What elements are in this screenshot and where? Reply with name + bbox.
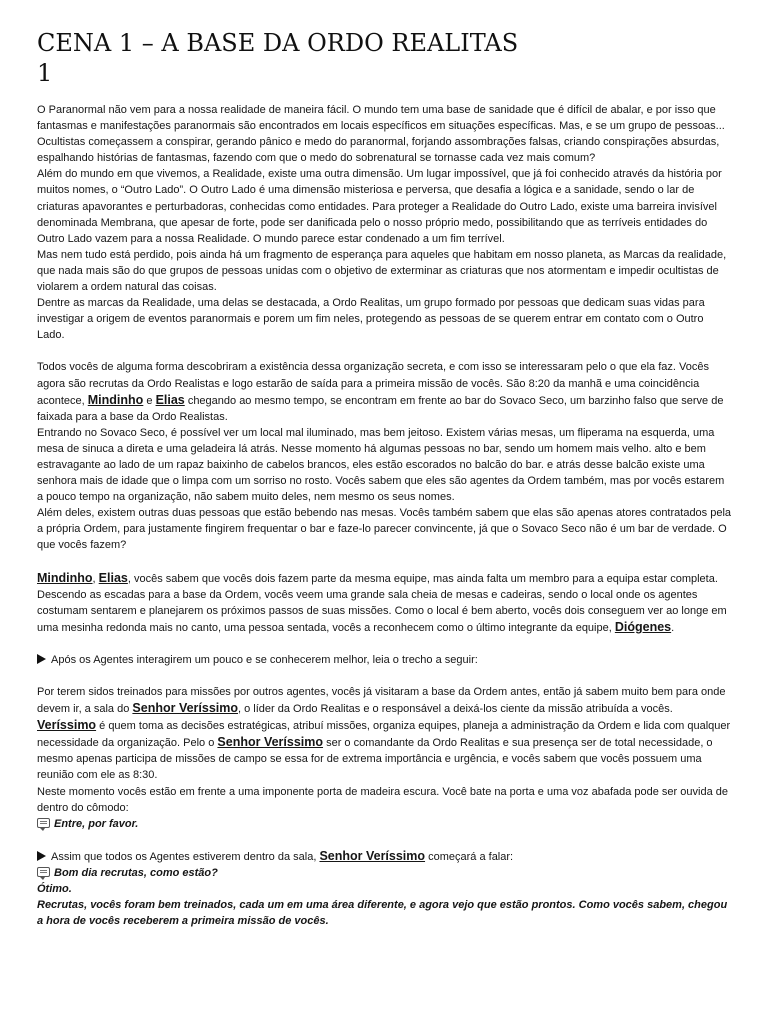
spacer — [37, 343, 732, 359]
paragraph-marks: Mas nem tudo está perdido, pois ainda há um fragmento de esperança para aqueles que habitam em nosso planeta, as Marcas da realidade, que nada mais são do que grupos de pessoas unidas com o objetivo de exterminar as criaturas que nos atormentam e impedir ocultistas de violarem a ordem natural das coisas. — [37, 248, 727, 294]
spacer — [37, 636, 732, 652]
character-name-verissimo: Senhor Veríssimo — [319, 848, 426, 863]
text-segment: . — [671, 621, 675, 634]
text-segment: , o líder da Ordo Realitas e o responsável a deixá-los ciente da missão atribuída a vocês. — [238, 703, 673, 716]
text-segment: , vocês sabem que vocês dois fazem parte da mesma equipe, mas ainda falta um membro para a equipa estar completa. Descendo as escadas para a base da Ordem, vocês veem uma grande sala cheia de mesas e cadeiras, sendo o local onde os agentes costumam sentarem e planejarem os próximos passos de suas missões. Como o local é bem aberto, vocês dois conseguem ver ao longe em uma mesinha redonda mais no canto, uma pessoa sentada, vocês a reconhecem como o último integrante da equipe, — [37, 572, 727, 634]
instruction-after-interaction — [37, 652, 732, 668]
instruction-all-inside — [37, 848, 732, 865]
paragraph-ordo-realitas: Dentre as marcas da Realidade, uma delas se destacada, a Ordo Realitas, um grupo formado por pessoas que dedicam suas vidas para investigar a origem de eventos paranormais e porem um fim neles, protegendo as pessoas de se querem entrar em contato com o Outro Lado. — [37, 297, 705, 342]
paragraph-intro: O Paranormal não vem para a nossa realidade de maneira fácil. O mundo tem uma base de sanidade que é difícil de abalar, e por isso que fantasmas e manifestações paranormais são encontrados em locais específicos em situações específicas. Mas, e se um grupo de pessoas... Ocultistas começassem a conspirar, gerando pânico e medo do paranormal, forjando assombrações falsas, criando conspirações absurdas, espalhando histórias de fantasmas, fazendo com que o medo do sobrenatural se tornasse cada vez mais comum? — [37, 104, 725, 165]
character-name-verissimo: Senhor Veríssimo — [132, 701, 239, 716]
character-name-mindinho: Mindinho — [87, 392, 144, 407]
text-segment: chegando ao mesmo tempo, se encontram em frente ao bar do Sovaco Seco, um barzinho falso que serve de faixada para a base da Ordo Realistas. — [37, 394, 724, 423]
paragraph-verissimo — [37, 684, 732, 784]
text-segment: é quem toma as decisões estratégicas, atribuí missões, organiza equipes, planeja a administração da Ordem e lida com qualquer necessidade da organização. Pelo o — [37, 720, 731, 750]
title-line: CENA 1 – A BASE DA ORDO REALITAS — [37, 29, 519, 57]
speech-bubble-icon — [37, 867, 50, 877]
dialogue-line: Ótimo. — [37, 883, 72, 896]
spacer — [37, 832, 732, 848]
spacer — [37, 668, 732, 684]
paragraph-team — [37, 570, 732, 636]
text-segment: ser o comandante da Ordo Realitas e sua presença ser de total necessidade, o mesmo apenas participa de missões de campo se essa for de extrema importância e urgência, e vocês sabem que vocês possuem uma reunião com ele as 8:30. — [37, 737, 713, 782]
text-segment: Assim que todos os Agentes estiverem dentro da sala, — [51, 850, 317, 863]
spacer — [37, 554, 732, 570]
character-name-verissimo: Senhor Veríssimo — [217, 735, 324, 750]
paragraph-recruits — [37, 359, 732, 424]
dialogue-text: Entre, por favor. — [54, 817, 139, 830]
paragraph-other-side: Além do mundo em que vivemos, a Realidade, existe uma outra dimensão. Um lugar impossível, que já foi conhecido através da história por muitos nomes, o “Outro Lado”. O Outro Lado é uma dimensão misteriosa e perversa, que desafia a lógica e a sanidade, sendo o lar de criaturas apavorantes e perturbadoras, conhecidas como entidades. Para proteger a Realidade do Outro Lado, existe uma barreira invisível denominada Membrana, que apesar de forte, pode ser danificada pelo o nosso próprio medo, possibilitando que as terríveis entidades do Outro Lado vazem para a nossa Realidade. O mundo parece estar condenado a um fim terrível. — [37, 168, 722, 245]
text-segment: começará a falar: — [428, 850, 514, 863]
character-name-elias: Elias — [98, 570, 128, 585]
paragraph-bar: Entrando no Sovaco Seco, é possível ver um local mal iluminado, mas bem jeitoso. Existem várias mesas, um fliperama na esquerda, uma mesa de sinuca a direta e uma geladeira lá atrás. Nesse momento há algumas pessoas no bar, sendo um homem mais velho. alto e bem estravagante ao lado de um rapaz baixinho de cabelos brancos, eles estão escorados no balcão do bar. e atrás desse balcão existe uma senhora mais de idade que o limpa com um sorriso no rosto. Vocês sabem que eles são agentes da Ordem também, mas por vocês estarem a pouco tempo na organização, não sabem muito deles, nem mesmo os seus nomes. — [37, 426, 725, 504]
text-segment: Por terem sidos treinados para missões por outros agentes, vocês já visitaram a base da Ordem antes, então já sabem muito bem para onde devem ir, a sala do — [37, 686, 726, 716]
character-name-mindinho: Mindinho — [37, 570, 93, 585]
character-name-elias: Elias — [155, 392, 185, 407]
page-title — [37, 28, 732, 88]
paragraph-door: Neste momento vocês estão em frente a uma imponente porta de madeira escura. Você bate na porta e uma voz abafada pode ser ouvida de dentro do cômodo: — [37, 785, 728, 814]
text-segment: Após os Agentes interagirem um pouco e se conhecerem melhor, leia o trecho a seguir: — [51, 653, 478, 666]
document-body — [37, 102, 732, 929]
dialogue-line — [37, 865, 732, 881]
dialogue-line: Recrutas, vocês foram bem treinados, cada um em uma área diferente, e agora vejo que estão prontos. Como vocês sabem, chegou a hora de vocês receberem a primeira missão de vocês. — [37, 899, 728, 928]
speech-bubble-icon — [37, 818, 50, 828]
text-segment: Todos vocês de alguma forma descobriram a existência dessa organização secreta, e com isso se interessaram pelo o que ela faz. Vocês agora são recrutas da Ordo Realistas e logo estarão de saída para a primeira missão de vocês. São 8:20 da manhã e uma coincidência acontece, — [37, 361, 709, 407]
text-segment: , — [92, 572, 96, 585]
title-number: 1 — [37, 59, 53, 87]
dialogue-line — [37, 816, 732, 832]
paragraph-actors: Além deles, existem outras duas pessoas que estão bebendo nas mesas. Vocês também sabem que elas são apenas atores contratados pela a própria Ordem, para justamente fingirem frequentar o bar e faze-lo parecer convincente, já que o Sovaco Seco não é um bar de verdade. O que vocês fazem? — [37, 507, 732, 552]
character-name-verissimo: Veríssimo — [37, 718, 97, 733]
dialogue-text: Bom dia recrutas, como estão? — [54, 866, 218, 879]
character-name-diogenes: Diógenes — [614, 619, 672, 634]
play-arrow-icon — [37, 851, 46, 861]
text-segment: e — [146, 394, 153, 407]
play-arrow-icon — [37, 654, 46, 664]
